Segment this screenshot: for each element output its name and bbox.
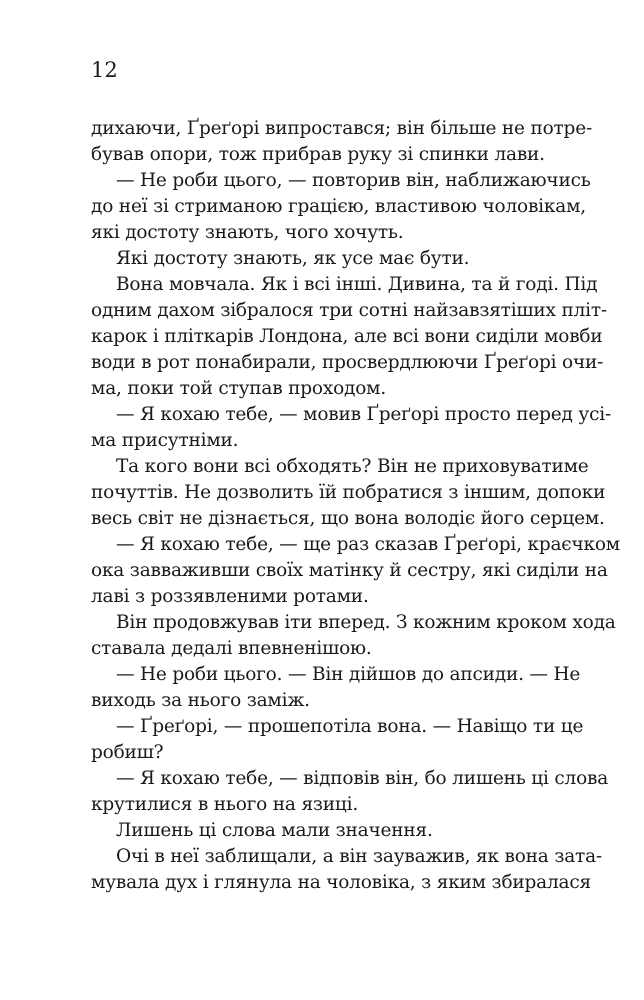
text-line: Лишень ці слова мали значення. xyxy=(116,820,433,841)
text-line: мувала дух і глянула на чоловіка, з яким збиралася xyxy=(91,872,591,893)
text-line: ставала дедалі впевненішою. xyxy=(91,638,372,659)
text-line: почуттів. Не дозволить їй побратися з іншим, допоки xyxy=(91,482,606,503)
text-line: — Ґреґорі, — прошепотіла вона. — Навіщо ти це xyxy=(116,716,584,737)
text-line: ма, поки той ступав проходом. xyxy=(91,378,387,399)
text-line: Очі в неї заблищали, а він зауважив, як вона зата- xyxy=(116,846,602,867)
text-line: — Не роби цього, — повторив він, наближаючись xyxy=(116,170,591,191)
page-number: 12 xyxy=(91,58,118,82)
text-line: води в рот понабирали, просвердлюючи Ґреґорі очи- xyxy=(91,352,604,373)
text-line: — Я кохаю тебе, — мовив Ґреґорі просто перед усі- xyxy=(116,404,611,425)
text-line: ока завваживши своїх матінку й сестру, які сиділи на xyxy=(91,560,608,581)
text-line: до неї зі стриманою грацією, властивою чоловікам, xyxy=(91,196,586,217)
text-line: крутилися в нього на язиці. xyxy=(91,794,359,815)
text-line: які достоту знають, чого хочуть. xyxy=(91,222,404,243)
text-line: одним дахом зібралося три сотні найзавзятіших плiт- xyxy=(91,300,607,321)
text-line: — Я кохаю тебе, — відповів він, бо лишень ці слова xyxy=(116,768,609,789)
text-line: — Я кохаю тебе, — ще раз сказав Ґреґорі, краєчком xyxy=(116,534,620,555)
text-line: бував опори, тож прибрав руку зі спинки лави. xyxy=(91,144,545,165)
text-line: Вона мовчала. Як і всі інші. Дивина, та й годі. Під xyxy=(116,274,598,295)
text-line: — Не роби цього. — Він дійшов до апсиди. — Не xyxy=(116,664,581,685)
text-line: виходь за нього заміж. xyxy=(91,690,310,711)
text-line: лаві з роззявленими ротами. xyxy=(91,586,369,607)
text-line: весь світ не дізнається, що вона володіє його серцем. xyxy=(91,508,605,529)
text-line: дихаючи, Ґреґорі випростався; він більше не потре- xyxy=(91,118,592,139)
text-line: карок і пліткарів Лондона, але всі вони сиділи мовби xyxy=(91,326,603,347)
text-line: робиш? xyxy=(91,742,164,763)
text-line: Та кого вони всі обходять? Він не приховуватиме xyxy=(116,456,589,477)
text-line: Які достоту знають, як усе має бути. xyxy=(116,248,470,269)
text-line: ма присутніми. xyxy=(91,430,239,451)
text-line: Він продовжував іти вперед. З кожним кроком хода xyxy=(116,612,616,633)
